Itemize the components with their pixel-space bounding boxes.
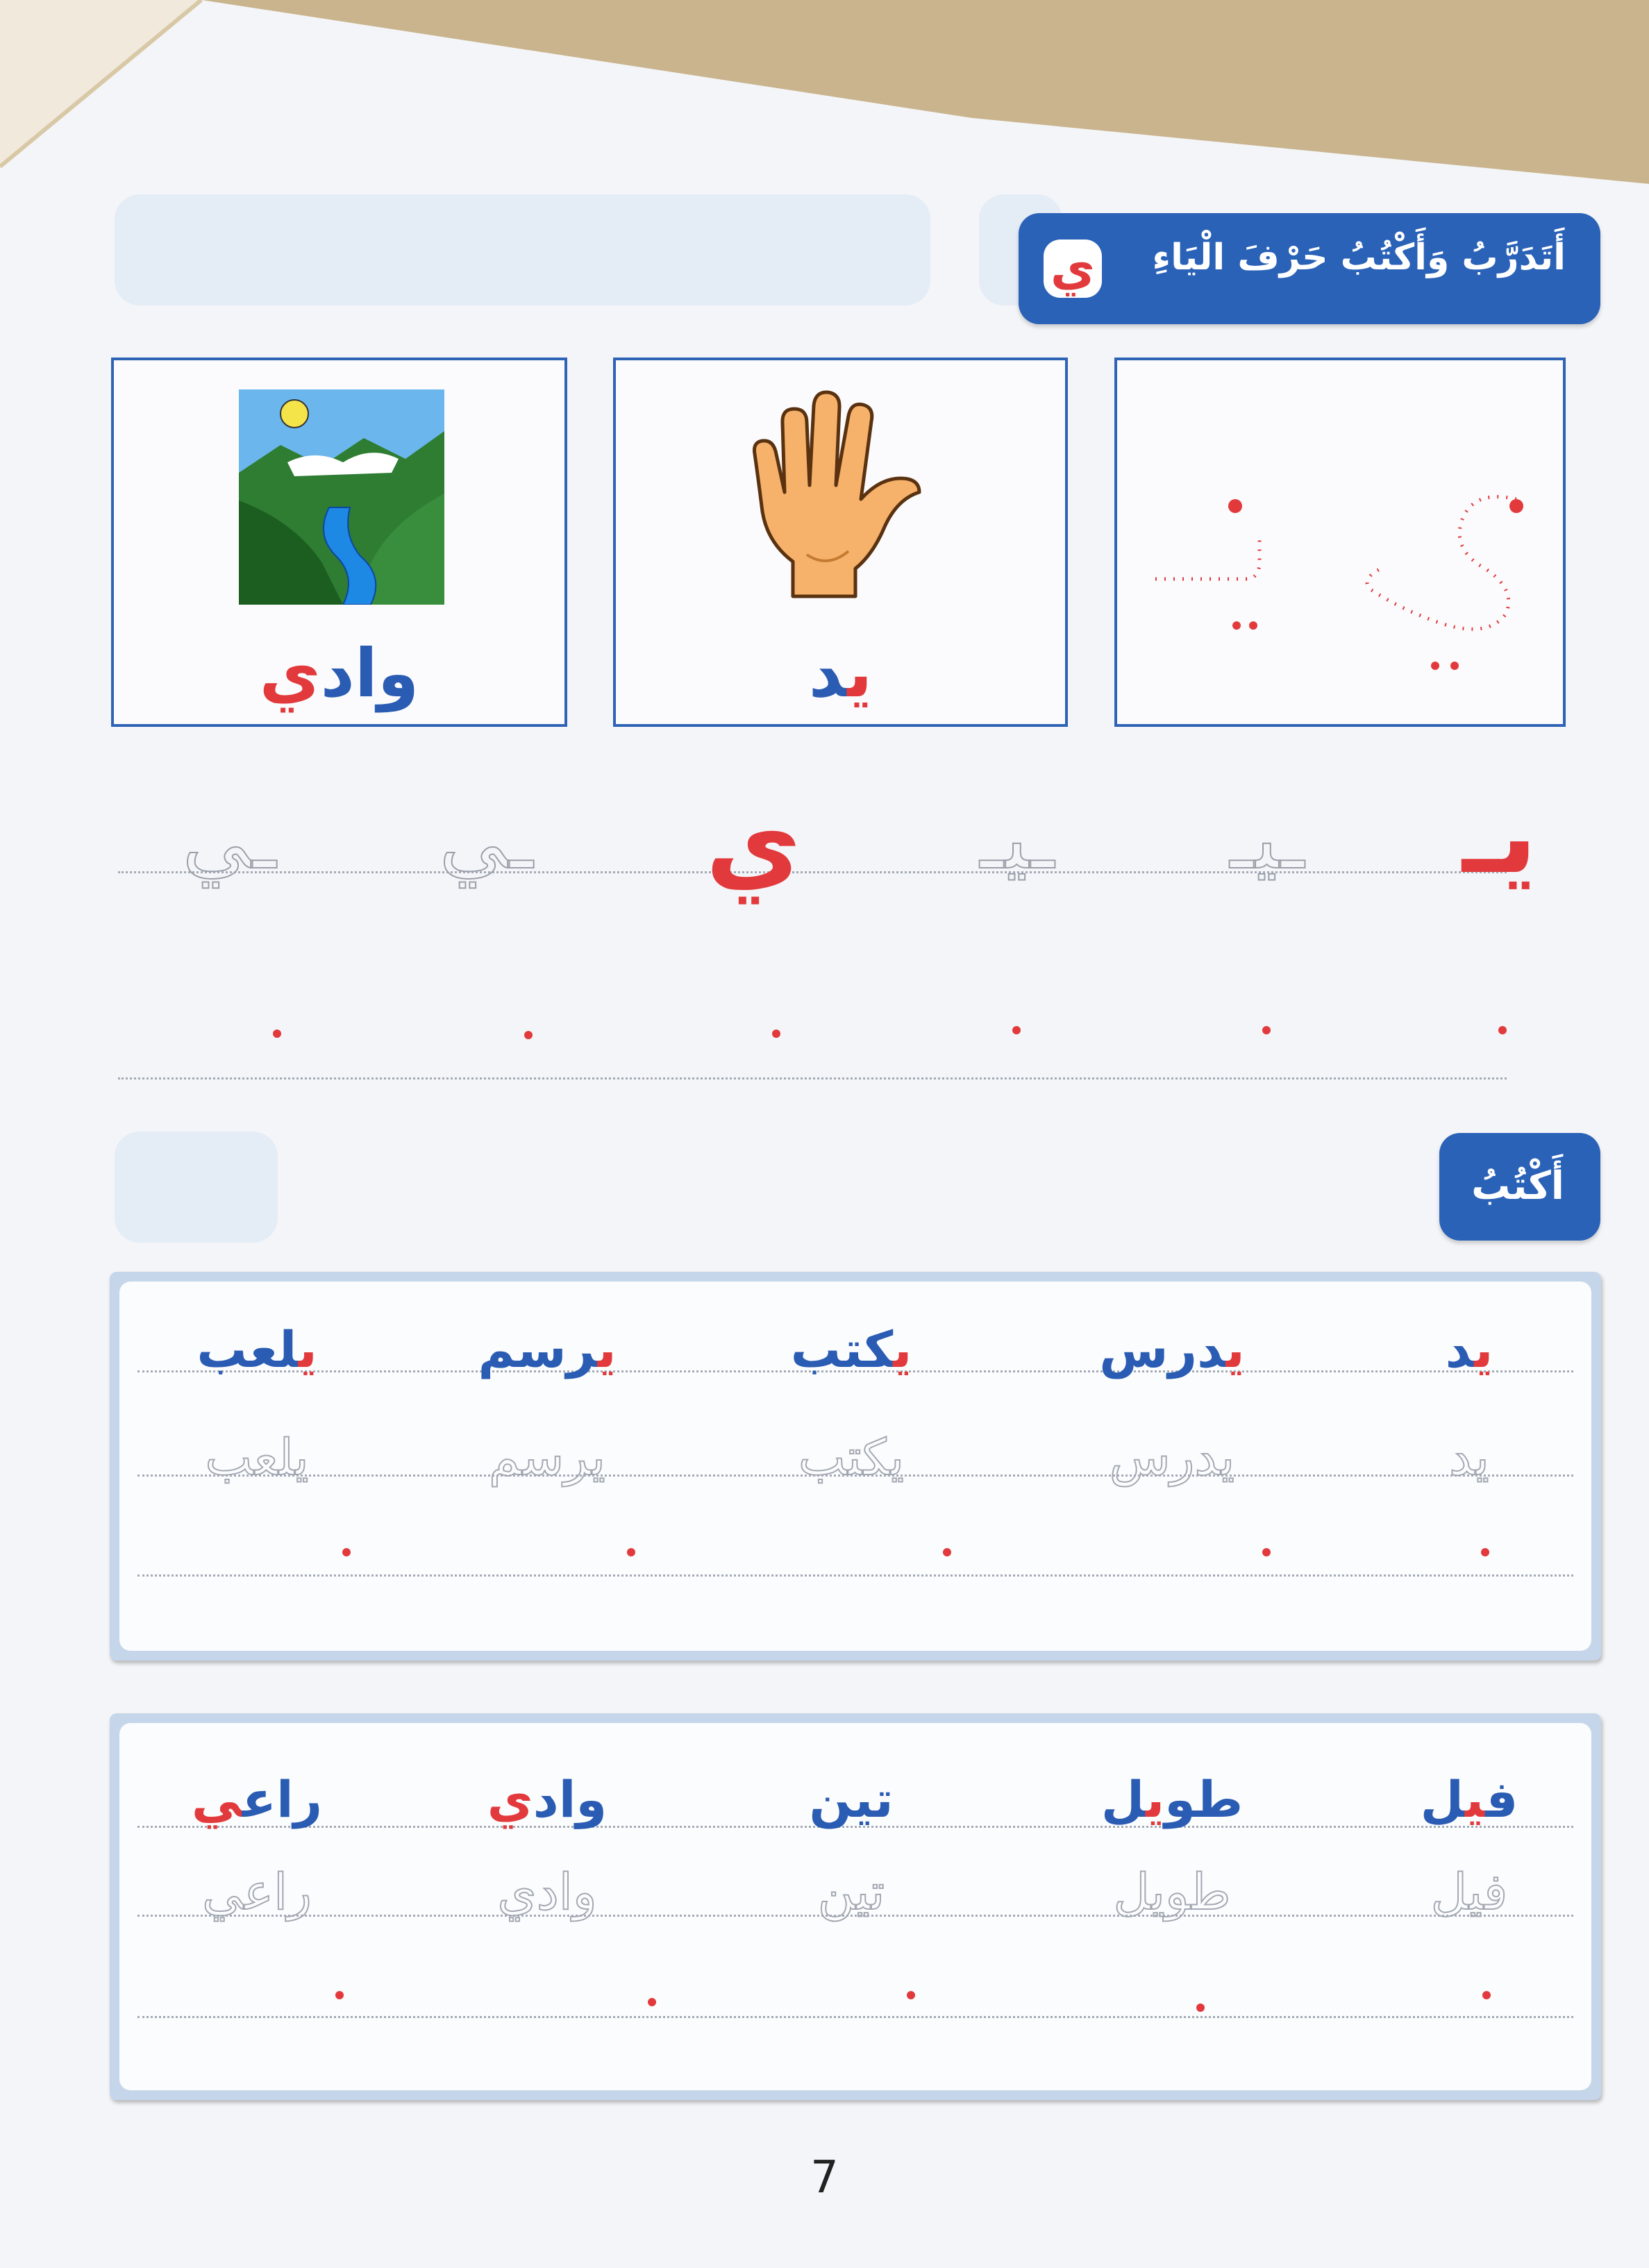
- start-dot: [335, 1991, 344, 1999]
- word-red-part: ي: [597, 1320, 617, 1379]
- start-dot: [273, 1030, 281, 1038]
- ghost-banner-write: [115, 1132, 278, 1243]
- guide-line: [137, 2016, 1573, 2018]
- word-feel: [1365, 1770, 1573, 1829]
- word-blue-part: ف: [1485, 1770, 1518, 1829]
- word-yarsum: [443, 1320, 651, 1379]
- word-blue-part: ل: [1420, 1770, 1465, 1829]
- trace-word: يرسم: [488, 1428, 605, 1486]
- word-red-part: ي: [1225, 1320, 1245, 1379]
- start-dot: [1012, 1026, 1021, 1034]
- word-box-2: [110, 1713, 1601, 2100]
- word-wadi: [443, 1770, 651, 1829]
- word-valley-blue-part: واد: [320, 635, 419, 712]
- guide-line: [137, 1574, 1573, 1577]
- trace-word: يلعب: [205, 1428, 309, 1486]
- word-blue-part: راع: [242, 1770, 323, 1829]
- word-blue-part: د: [1445, 1320, 1475, 1379]
- word-valley-red-letter: ي: [259, 635, 321, 712]
- letter-form-medial-trace-2: ـيـ: [980, 791, 1055, 888]
- word-label-hand: [616, 635, 1065, 712]
- word-blue-part: لعب: [196, 1320, 299, 1379]
- word-blue-part: تين: [809, 1770, 894, 1829]
- trace-word: يكتب: [798, 1428, 905, 1486]
- trace-word: طويل: [1113, 1863, 1231, 1921]
- start-dot: [943, 1548, 951, 1556]
- start-dot: [648, 1998, 656, 2006]
- tracing-letter-forms: [1117, 360, 1568, 730]
- write-title: أَكْتُبُ: [1471, 1164, 1564, 1209]
- picture-card-valley: [111, 358, 567, 727]
- hand-icon: [737, 388, 946, 610]
- trace-word: يدرس: [1109, 1428, 1235, 1486]
- trace-word: يد: [1449, 1428, 1489, 1486]
- letter-form-initial: يـ: [1462, 776, 1537, 897]
- picture-card-hand: [613, 358, 1068, 727]
- letter-form-isolated: ي: [705, 783, 801, 904]
- word-label-valley: [114, 635, 564, 712]
- word-teen: [747, 1770, 955, 1829]
- word-red-part: ي: [1474, 1320, 1493, 1379]
- practice-title: أَتَدَرَّبُ وَأَكْتُبُ حَرْفَ الْيَاءِ: [1152, 237, 1566, 278]
- word-hand-red-letter: ي: [847, 635, 873, 712]
- word-blue-part: طو: [1164, 1770, 1244, 1829]
- word-blue-part: واد: [533, 1770, 608, 1829]
- word-blue-part: ل: [1100, 1770, 1146, 1829]
- word-blue-part: كتب: [790, 1320, 894, 1379]
- letter-form-medial-trace-1: ـيـ: [1230, 791, 1305, 888]
- letter-form-final-trace-1: ـي: [439, 791, 533, 888]
- word-red-part: ي: [1146, 1770, 1165, 1829]
- trace-word: تين: [817, 1863, 885, 1921]
- page-number: 7: [810, 2152, 839, 2203]
- word-blue-part: درس: [1099, 1320, 1226, 1379]
- start-dot: [1498, 1026, 1507, 1034]
- word-yadrus: [1068, 1320, 1276, 1379]
- start-dot: [1482, 1991, 1491, 1999]
- word-red-part: ي: [893, 1320, 912, 1379]
- start-dot: [772, 1030, 780, 1038]
- word-yalab: [153, 1320, 361, 1379]
- word-blue-part: رسم: [478, 1320, 598, 1379]
- start-dot: [1196, 2004, 1205, 2012]
- word-box-1: [110, 1272, 1601, 1661]
- ghost-banner-left: [115, 194, 930, 305]
- word-red-part: ي: [1464, 1770, 1486, 1829]
- letter-badge: ي: [1044, 240, 1102, 298]
- section-header-write: [1439, 1133, 1600, 1241]
- page-fold-decoration: [0, 0, 1649, 208]
- trace-word: راعي: [202, 1863, 312, 1921]
- start-dot: [1262, 1026, 1271, 1034]
- picture-card-tracing: [1114, 358, 1566, 727]
- start-dot: [524, 1031, 533, 1039]
- guide-line-letters-2: [118, 1077, 1507, 1080]
- word-red-part: ي: [191, 1770, 242, 1829]
- letter-form-final-trace-2: ـي: [182, 791, 276, 888]
- word-hand-blue-part: د: [808, 635, 848, 712]
- start-dot: [1481, 1548, 1489, 1556]
- word-red-part: ي: [487, 1770, 533, 1829]
- start-dot: [1262, 1548, 1271, 1556]
- word-red-part: ي: [298, 1320, 317, 1379]
- word-raee: [153, 1770, 361, 1829]
- start-dot: [342, 1548, 351, 1556]
- word-taweel: [1068, 1770, 1276, 1829]
- start-dot: [627, 1548, 635, 1556]
- start-dot: [907, 1991, 915, 1999]
- word-yaktub: [747, 1320, 955, 1379]
- valley-icon: [239, 389, 444, 605]
- section-header-practice: [1019, 213, 1600, 324]
- trace-word: وادي: [497, 1863, 597, 1921]
- trace-word: فيل: [1430, 1863, 1508, 1921]
- word-yad: [1365, 1320, 1573, 1379]
